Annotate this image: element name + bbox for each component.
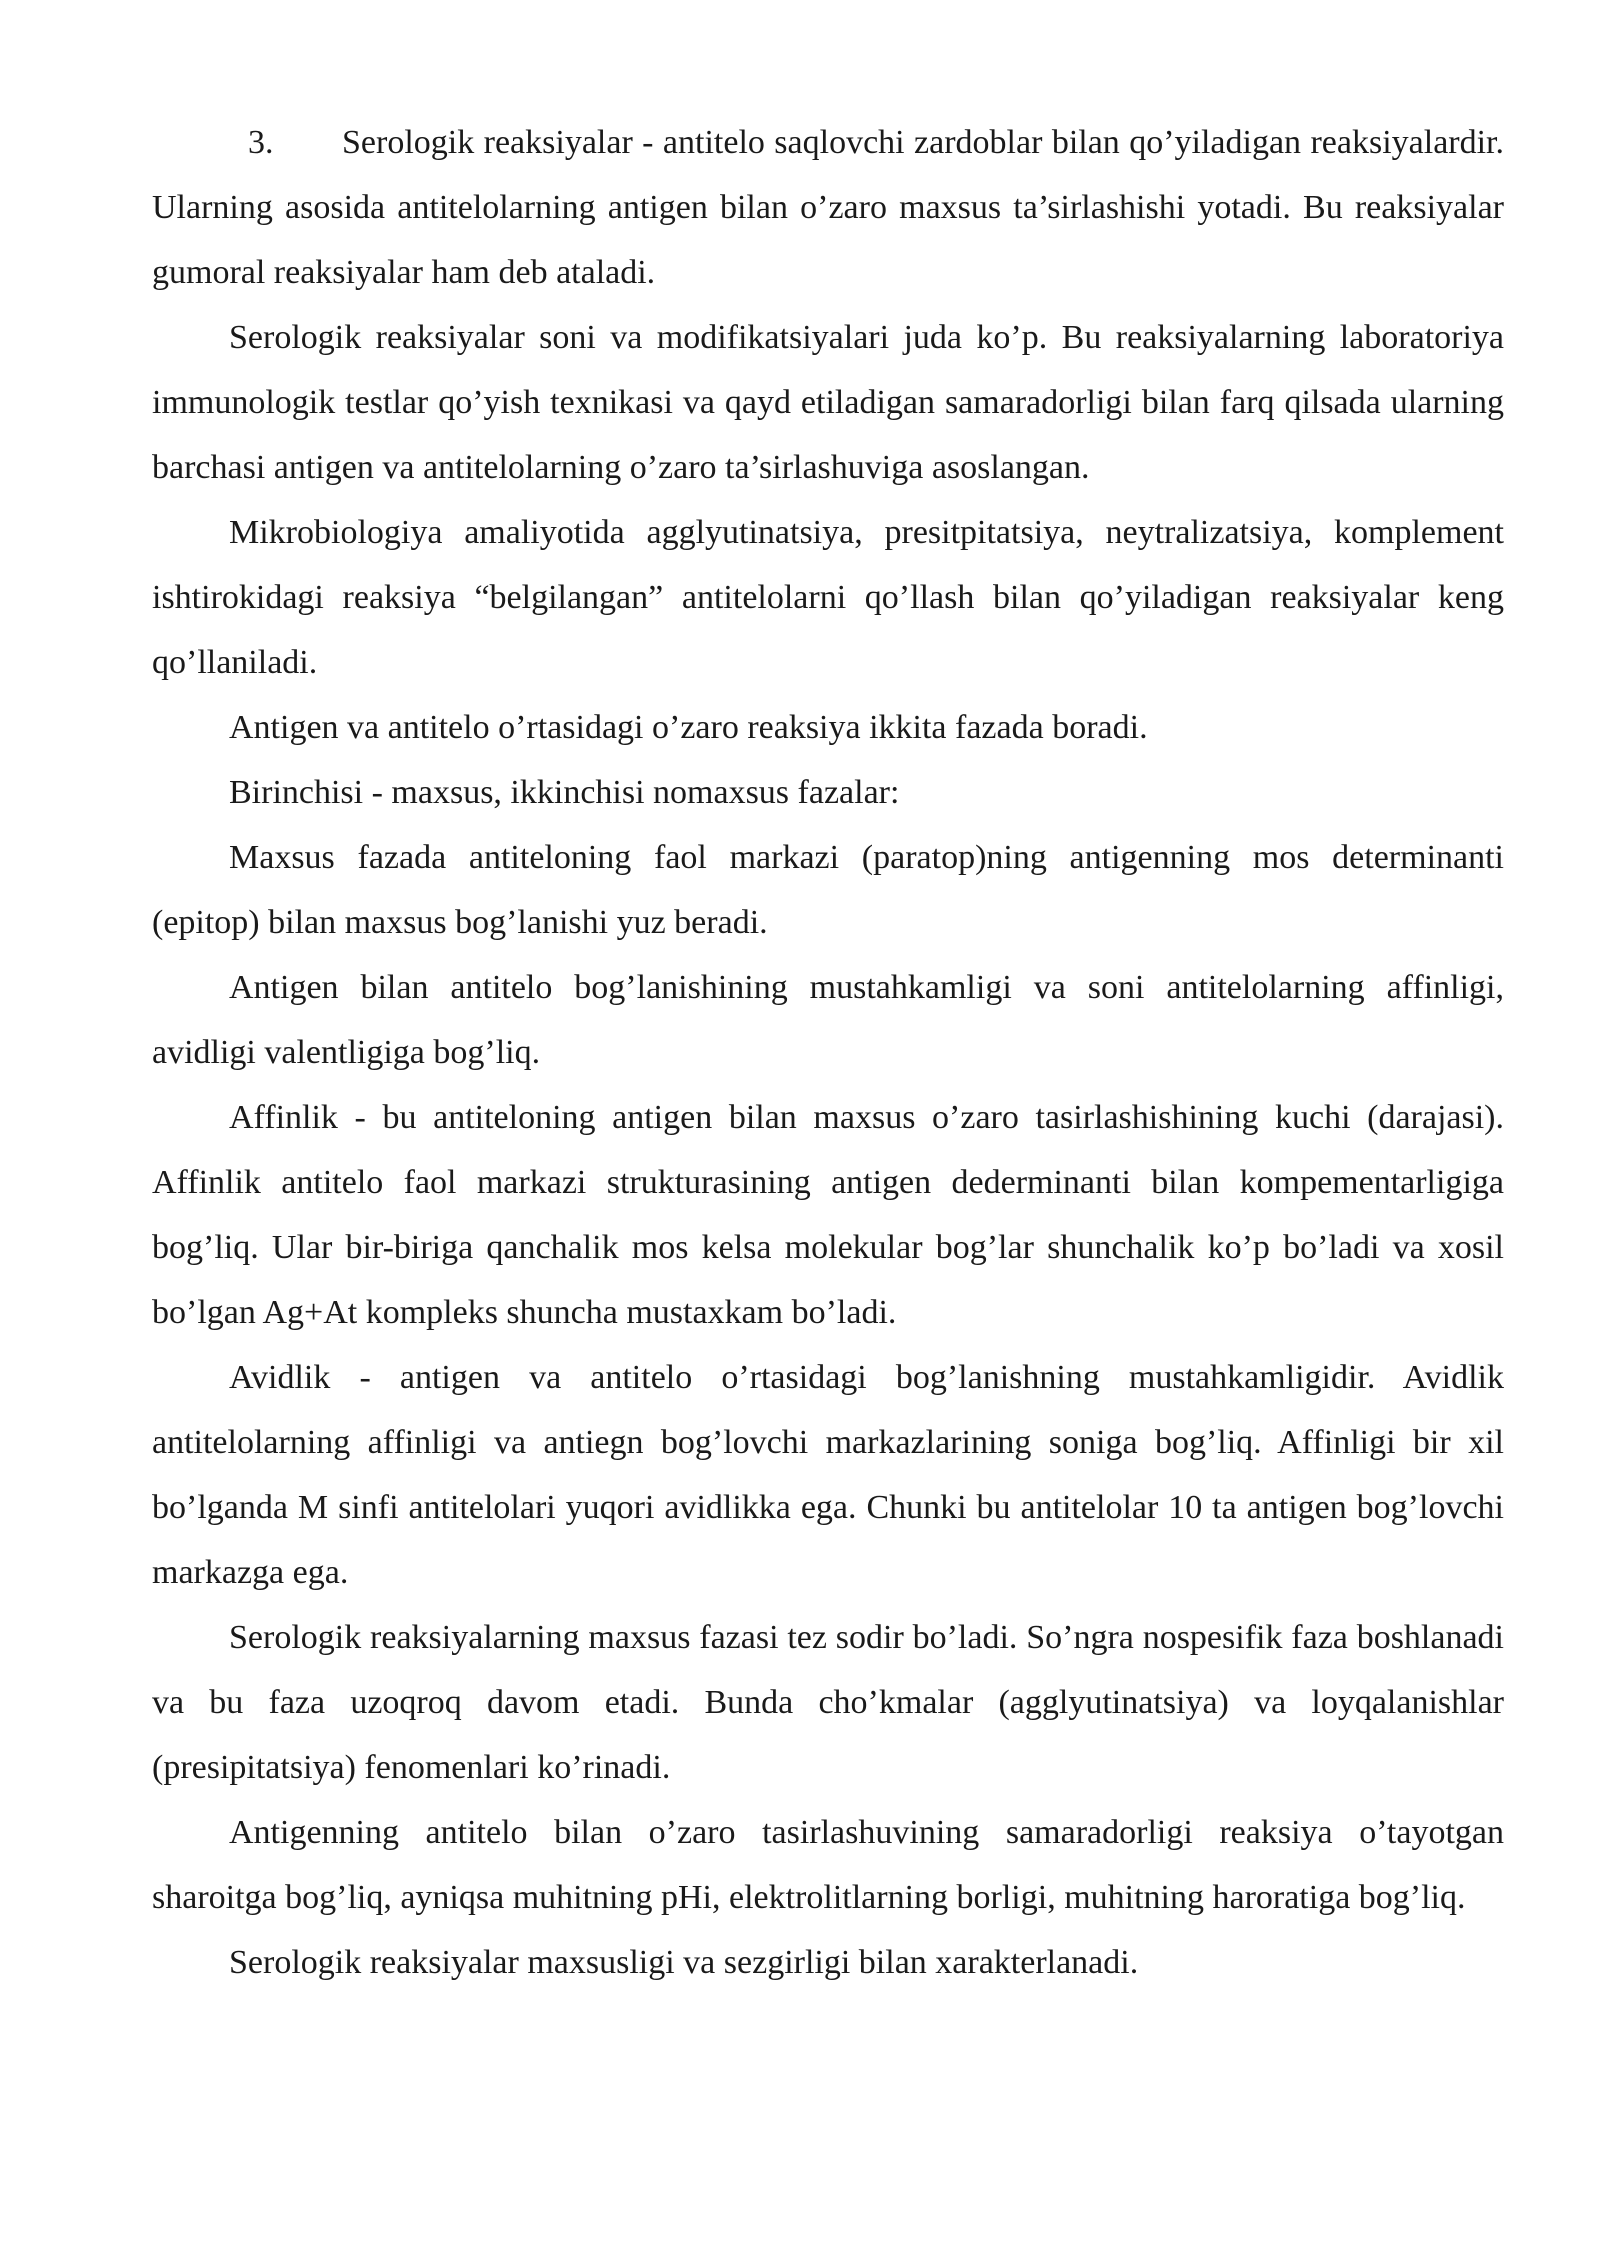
paragraph-5: Birinchisi - maxsus, ikkinchisi nomaxsus fazalar: [229,774,900,811]
paragraph-9: Avidlik - antigen va antitelo o’rtasidagi bog’lanishning mustahkamligidir. Avidlik antitelolarning affinligi va antiegn bog’lovchi markazlarining soniga bog’liq. Affinligi bir xil bo’lganda M sinfi antitelolari yuqori avidlikka ega. Chunki bu antitelolar 10 ta antigen bog’lovchi markazga ega. [152,1359,1504,1591]
paragraph-4: Antigen va antitelo o’rtasidagi o’zaro reaksiya ikkita fazada boradi. [229,709,1148,746]
item-number: 3. [248,124,274,161]
paragraph-10: Serologik reaksiyalarning maxsus fazasi tez sodir bo’ladi. So’ngra nospesifik faza boshlanadi va bu faza uzoqroq davom etadi. Bunda cho’kmalar (agglyutinatsiya) va loyqalanishlar (presipitatsiya) fenomenlari ko’rinadi. [152,1619,1504,1786]
paragraph-2: Serologik reaksiyalar soni va modifikatsiyalari juda ko’p. Bu reaksiyalarning laboratoriya immunologik testlar qo’yish texnikasi va qayd etiladigan samaradorligi bilan farq qilsada ularning barchasi antigen va antitelolarning o’zaro ta’sirlashuviga asoslangan. [152,319,1504,486]
paragraph-7: Antigen bilan antitelo bog’lanishining mustahkamligi va soni antitelolarning affinligi, avidligi valentligiga bog’liq. [152,969,1504,1071]
document-page [152,110,1504,1995]
paragraph-12: Serologik reaksiyalar maxsusligi va sezgirligi bilan xarakterlanadi. [229,1944,1139,1981]
paragraph-6: Maxsus fazada antiteloning faol markazi (paratop)ning antigenning mos determinanti (epitop) bilan maxsus bog’lanishi yuz beradi. [152,839,1504,941]
paragraph-1-text: Serologik reaksiyalar - antitelo saqlovchi zardoblar bilan qo’yiladigan reaksiyalardir. Ularning asosida antitelolarning antigen bilan o’zaro maxsus ta’sirlashishi yotadi. Bu reaksiyalar gumoral reaksiyalar ham deb ataladi. [152,124,1504,291]
paragraph-3: Mikrobiologiya amaliyotida agglyutinatsiya, presitpitatsiya, neytralizatsiya, komplement ishtirokidagi reaksiya “belgilangan” antitelolarni qo’llash bilan qo’yiladigan reaksiyalar keng qo’llaniladi. [152,514,1504,681]
paragraph-11: Antigenning antitelo bilan o’zaro tasirlashuvining samaradorligi reaksiya o’tayotgan sharoitga bog’liq, ayniqsa muhitning pHi, elektrolitlarning borligi, muhitning haroratiga bog’liq. [152,1814,1504,1916]
paragraph-1 [152,110,1504,305]
paragraph-8: Affinlik - bu antiteloning antigen bilan maxsus o’zaro tasirlashishining kuchi (darajasi). Affinlik antitelo faol markazi strukturasining antigen dederminanti bilan kompementarligiga bog’liq. Ular bir-biriga qanchalik mos kelsa molekular bog’lar shunchalik ko’p bo’ladi va xosil bo’lgan Ag+At kompleks shuncha mustaxkam bo’ladi. [152,1099,1504,1331]
